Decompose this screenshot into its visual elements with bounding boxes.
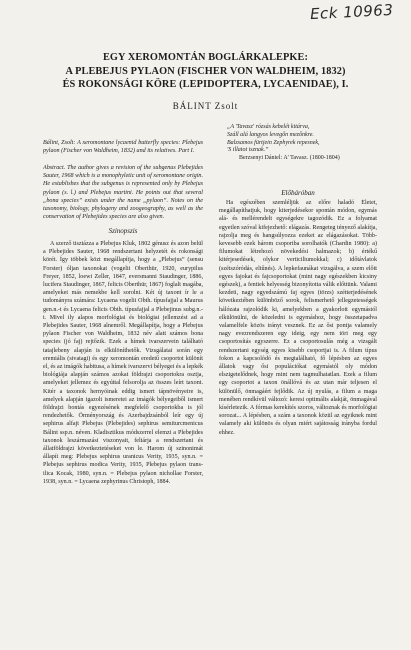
title-line-1: EGY XEROMONTÁN BOGLÁRKALEPKE: xyxy=(102,52,309,63)
synopsis-paragraph: A szerző tisztázza a Plebejus Kluk, 1802 génusz és azon belül a Plebejides Sauter, 1968 rendszertani helyzetét és rokonsági körét. Így többek közt megállapítja, hogy a „Plebejus” (sensu Forster) óljan taxonokat (vogelii Oberthür, 1920, eurypilus Freyer, 1852, loewi Zeller, 1847, eversmanni Staudinger, 1886, lucifera Staudinger, 1867, felicis Oberthür, 1867) foglalt magába, amelyeket más nemekbe kell sorolni. Két új taxont ír le a tudományra számára: Lycaena vogelii Obth. típusfajjal a Maurus gen.n.-t és Lycaena felicis Obth. típusfajjal a Plebejinus subg.n.-t. Mivel ily alapos morfológiai és biológiai jellemzést ad a Plebejides Sauter, 1968 alnemről. Megállapítja, hogy a Plebejus pylaon Fischer von Waldheim, 1832 név alatt számos bona species (jó faj) rejtőzik. Ezek a hímek ivarszervein található tatajlebeny alapján is elkülöníthetők. Vizsgálatai során egy eremiális (sivatagi) és egy xeromontán eredetű csoportot különít el, és az imágók habitusa, a hímek ivarszervi bélyegei és a lepkék biológiája alapján számos azokat földrajzi csoportokra osztja, amelyeket jellemez és egyúttal felsorolja az összes leírt taxont. Kitér a taxonok hernyóinak eddig ismert tápnövényeire is, amelyek alapján igazolt ismeretei az imágók bélyegeiből ismert földrajzi bontás egyezésének megfelelő csoportokba is jól rendezhetők. Örményország és Azerbajdzsánból leír egy új sephirus alfajt Plebejus (Plebejides) sephirus semiturcmenicus Bálint ssp.n. néven. Kladisztikus módszerrel elemzi a Plebejides taxonok leszármazási viszonyait, feltárja a rendszertani és állatföldrajzi következtetéseket von le. Harom új szinonimát állapít meg: Plebejus sephirus uranicus Verity, 1935, syn.n. = Plebejus sephirus modica Verity, 1935, Plebejus pylaon trans-ilica Kocak, 1980, syn.n. = Plebejus pylaon nichollae Forster, 1938, syn.n. = Lycaena zephyrinus Christoph, 1884. xyxy=(43,241,203,485)
abstract-english: Abstract. The author gives a revision of the subgenus Plebejides Sauter, 1968 which is a monophyletic unit of xeromontane origin. He establishes that the subgenus is represented only by Plebejus pylaon (s. l.) and Plebejus martini. He points out that several „bona species” exists under the name „pylaon”. Notes on the taxonomy, biology, phylogeny and zoogeography, as well as the conservation of Plebejides species are also given. xyxy=(43,165,203,221)
title-line-2: A PLEBEJUS PYLAON (FISCHER VON WALDHEIM, 1832) xyxy=(65,65,346,77)
synopsis-body xyxy=(43,240,203,566)
synopsis-heading: Szinopszis xyxy=(108,227,138,235)
foreword-heading: Előbáróban xyxy=(281,189,315,197)
article-title xyxy=(40,51,371,92)
poem-line: Balzsamos fürtjein Zephyrek repesnek, xyxy=(227,139,320,146)
title-line-3: ÉS ROKONSÁGI KÖRE (LEPIDOPTERA, LYCAENIDAE), I. xyxy=(62,79,349,90)
abstract-hungarian: Bálint, Zsolt: A xeromontane lycaenid butterfly species: Plebejus pylaon (Fischer von Waldheim, 1832) and its relatives. Part I. xyxy=(43,140,203,155)
poem-line: Száll alá langyos levegőn mezőnkre. xyxy=(227,131,314,138)
foreword-paragraph: Ha egészében szemléljük az előre haladó Életet, megállapíthatjuk, hogy kiterjedésekor spontán módon, egymás alá- és mellérendelt egységekre tagozódik. Ez a folyamat egyetlen szóval kifejezhető: elágazás. Rengeteg tényező alakítja, rajzolja meg és hangsúlyozza ezeket az elágazásokat. Több-kevesebb ezek három csoportba sorolhatók (Chardin 1980): a) filumokat létrehozó növekedési halmazok; b) értékű kitérjesedések, olykor verticiliumokkal; c) időtávlatok (szétszóródás, eltűnés). A lepkefaunákat vizsgálva, a szem előtt egyes fajokat és fajcsoportokat (mint nagy egészekben kicsiny egészek), a fentiek helyesség bizonyította válik előttünk. Valami kezdeti, nagy egyedszámú faj egyes (törzs) szétterjedésének következtében különböző sorok, felismerhető jellegzetességek hálózata rajzolódik ki, amelyekben a gyakorlott egymástól elkülönülni, de közeledni is egymáshoz, hogy összetapadva valamelfele közös irányt vesznek. Ez az ősi pontja valamely nagy evezrendszeren egy ideig, egy nem töri meg egy csoportosítás egyszerre. Ez a csoportosulás még a vizsgált rendszertani egység egyes kisebb csoportjai is. A filum típus fokon a kapcsolódó és megtalálható, fő lépésben az egyes állatok vagy ősi populációkat egymástól oly módon elszigetelődnek, hogy mint nem tagmulhatatlan. Ezek a filum egy csoportot a taxon önállóvá és az utan már teljesen el különülő, önmagáért fejlődik. Az új nyulás, a filum a maga menében rendkívül változó: keresi optimális alakját, önmagával kísérletezik. A fórmas kerekítés szoros, változnak és morfológiai sorozat... A lépésben, a szám a taxonok közül az egyiknek mint valamely aki különös és olyan miért sajátosság irányba fordul ehhez. xyxy=(219,200,377,436)
library-stamp: Eck 10963 xyxy=(309,0,394,24)
foreword-body xyxy=(219,199,377,568)
epigraph-poem xyxy=(227,124,340,163)
poem-line: „A 'Tavasz' rózsás kebelét kitárva, xyxy=(227,124,310,130)
author-name: BÁLINT Zsolt xyxy=(172,101,239,111)
poem-line: 'S illatot isznak.” xyxy=(227,147,269,154)
poem-attribution: Berzsenyi Dániel: A' Tavasz. (1800-1804) xyxy=(239,155,340,162)
